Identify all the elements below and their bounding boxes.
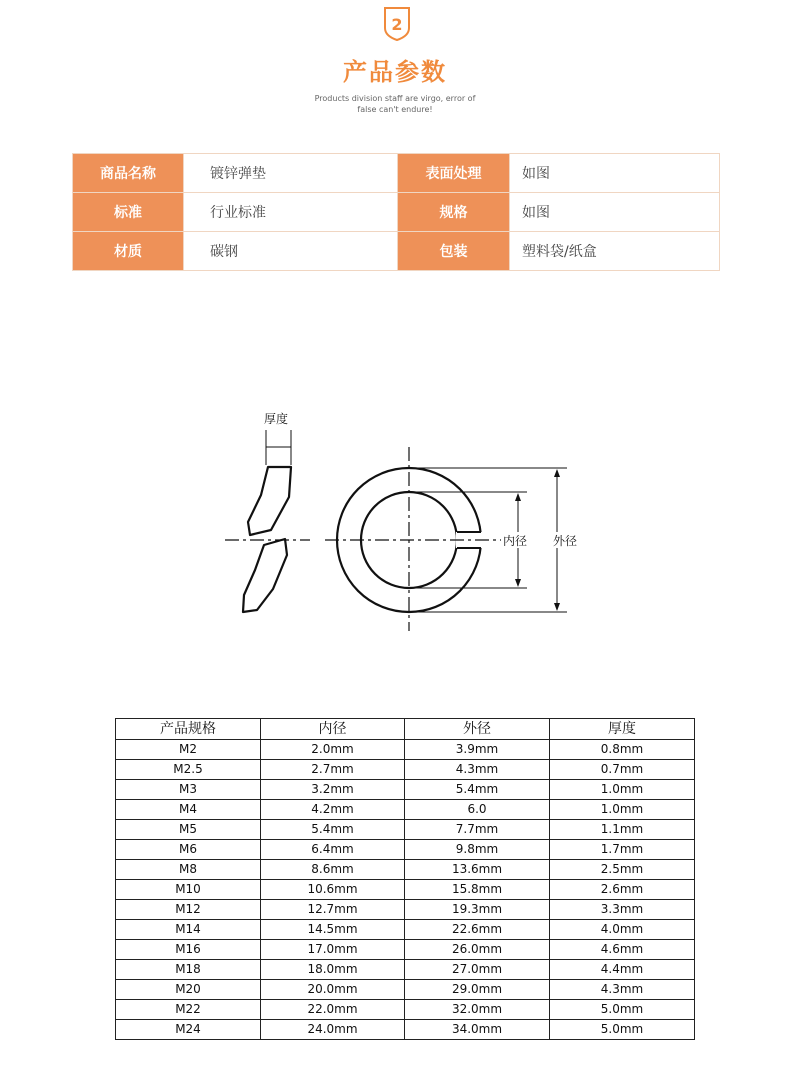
spec-size: M10 bbox=[116, 880, 261, 900]
spec-size: M8 bbox=[116, 860, 261, 880]
column-header-size: 产品规格 bbox=[116, 719, 261, 740]
spec-thickness: 0.7mm bbox=[550, 760, 695, 780]
spec-size: M2 bbox=[116, 740, 261, 760]
param-value: 如图 bbox=[510, 154, 720, 193]
spec-inner-diameter: 20.0mm bbox=[261, 980, 405, 1000]
spec-outer-diameter: 3.9mm bbox=[405, 740, 550, 760]
spec-outer-diameter: 7.7mm bbox=[405, 820, 550, 840]
spec-thickness: 1.1mm bbox=[550, 820, 695, 840]
params-row bbox=[73, 232, 720, 271]
param-label: 规格 bbox=[398, 193, 510, 232]
param-label: 材质 bbox=[73, 232, 184, 271]
spec-outer-diameter: 15.8mm bbox=[405, 880, 550, 900]
spec-size: M5 bbox=[116, 820, 261, 840]
spec-thickness: 5.0mm bbox=[550, 1020, 695, 1040]
spec-inner-diameter: 17.0mm bbox=[261, 940, 405, 960]
product-params-table bbox=[72, 153, 720, 271]
params-row bbox=[73, 154, 720, 193]
spring-washer-diagram bbox=[215, 405, 595, 637]
spec-inner-diameter: 10.6mm bbox=[261, 880, 405, 900]
spec-outer-diameter: 34.0mm bbox=[405, 1020, 550, 1040]
spec-thickness: 1.0mm bbox=[550, 800, 695, 820]
size-spec-table bbox=[115, 718, 695, 1040]
spec-size: M16 bbox=[116, 940, 261, 960]
table-row bbox=[116, 820, 695, 840]
spec-outer-diameter: 9.8mm bbox=[405, 840, 550, 860]
spec-thickness: 0.8mm bbox=[550, 740, 695, 760]
table-row bbox=[116, 880, 695, 900]
spec-inner-diameter: 2.0mm bbox=[261, 740, 405, 760]
spec-outer-diameter: 4.3mm bbox=[405, 760, 550, 780]
subtitle-line-1: Products division staff are virgo, error of bbox=[314, 94, 476, 103]
spec-thickness: 5.0mm bbox=[550, 1000, 695, 1020]
param-label: 商品名称 bbox=[73, 154, 184, 193]
params-row bbox=[73, 193, 720, 232]
outer-diameter-label: 外径 bbox=[553, 534, 578, 548]
section-subtitle bbox=[290, 93, 500, 115]
spec-size: M14 bbox=[116, 920, 261, 940]
spec-thickness: 4.0mm bbox=[550, 920, 695, 940]
param-value: 行业标准 bbox=[184, 193, 398, 232]
spec-size: M3 bbox=[116, 780, 261, 800]
spec-size: M20 bbox=[116, 980, 261, 1000]
spec-inner-diameter: 2.7mm bbox=[261, 760, 405, 780]
table-row bbox=[116, 740, 695, 760]
param-value: 碳钢 bbox=[184, 232, 398, 271]
param-label: 标准 bbox=[73, 193, 184, 232]
inner-diameter-label: 内径 bbox=[503, 534, 528, 548]
param-value: 如图 bbox=[510, 193, 720, 232]
spec-inner-diameter: 14.5mm bbox=[261, 920, 405, 940]
table-row bbox=[116, 780, 695, 800]
spec-inner-diameter: 12.7mm bbox=[261, 900, 405, 920]
spec-inner-diameter: 4.2mm bbox=[261, 800, 405, 820]
shield-number-badge-icon bbox=[383, 6, 411, 42]
table-row bbox=[116, 800, 695, 820]
param-label: 表面处理 bbox=[398, 154, 510, 193]
badge-number: 2 bbox=[391, 15, 403, 34]
table-row bbox=[116, 900, 695, 920]
param-value: 镀锌弹垫 bbox=[184, 154, 398, 193]
spec-outer-diameter: 32.0mm bbox=[405, 1000, 550, 1020]
spec-inner-diameter: 3.2mm bbox=[261, 780, 405, 800]
column-header-outer-diameter: 外径 bbox=[405, 719, 550, 740]
subtitle-line-2: false can't endure! bbox=[357, 105, 433, 114]
spec-size: M12 bbox=[116, 900, 261, 920]
spec-outer-diameter: 6.0 bbox=[405, 800, 550, 820]
table-row bbox=[116, 920, 695, 940]
param-value: 塑料袋/纸盒 bbox=[510, 232, 720, 271]
spec-size: M24 bbox=[116, 1020, 261, 1040]
param-label: 包装 bbox=[398, 232, 510, 271]
spec-inner-diameter: 18.0mm bbox=[261, 960, 405, 980]
table-row bbox=[116, 980, 695, 1000]
table-row bbox=[116, 760, 695, 780]
spec-thickness: 1.7mm bbox=[550, 840, 695, 860]
spec-outer-diameter: 13.6mm bbox=[405, 860, 550, 880]
spec-thickness: 4.4mm bbox=[550, 960, 695, 980]
table-row bbox=[116, 860, 695, 880]
spec-size: M6 bbox=[116, 840, 261, 860]
spec-size: M22 bbox=[116, 1000, 261, 1020]
spec-thickness: 4.6mm bbox=[550, 940, 695, 960]
spec-outer-diameter: 19.3mm bbox=[405, 900, 550, 920]
spec-thickness: 2.6mm bbox=[550, 880, 695, 900]
section-title: 产品参数 bbox=[343, 58, 447, 86]
column-header-thickness: 厚度 bbox=[550, 719, 695, 740]
table-row bbox=[116, 940, 695, 960]
spec-outer-diameter: 22.6mm bbox=[405, 920, 550, 940]
spec-thickness: 2.5mm bbox=[550, 860, 695, 880]
spec-outer-diameter: 27.0mm bbox=[405, 960, 550, 980]
spec-size: M4 bbox=[116, 800, 261, 820]
spec-outer-diameter: 29.0mm bbox=[405, 980, 550, 1000]
spec-inner-diameter: 24.0mm bbox=[261, 1020, 405, 1040]
spec-inner-diameter: 22.0mm bbox=[261, 1000, 405, 1020]
spec-size: M2.5 bbox=[116, 760, 261, 780]
table-row bbox=[116, 1020, 695, 1040]
spec-inner-diameter: 8.6mm bbox=[261, 860, 405, 880]
spec-header-row bbox=[116, 719, 695, 740]
spec-outer-diameter: 5.4mm bbox=[405, 780, 550, 800]
spec-size: M18 bbox=[116, 960, 261, 980]
spec-outer-diameter: 26.0mm bbox=[405, 940, 550, 960]
column-header-inner-diameter: 内径 bbox=[261, 719, 405, 740]
spec-thickness: 3.3mm bbox=[550, 900, 695, 920]
table-row bbox=[116, 840, 695, 860]
table-row bbox=[116, 1000, 695, 1020]
spec-thickness: 4.3mm bbox=[550, 980, 695, 1000]
table-row bbox=[116, 960, 695, 980]
spec-thickness: 1.0mm bbox=[550, 780, 695, 800]
spec-inner-diameter: 5.4mm bbox=[261, 820, 405, 840]
spec-inner-diameter: 6.4mm bbox=[261, 840, 405, 860]
thickness-label: 厚度 bbox=[264, 412, 289, 426]
